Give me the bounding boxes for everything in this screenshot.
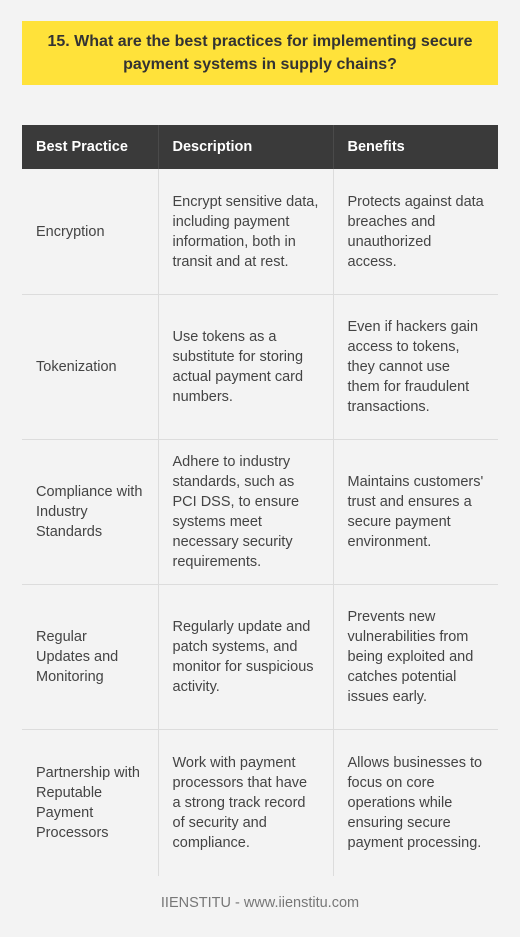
table-row <box>22 169 498 295</box>
practice-cell: Tokenization <box>22 295 158 440</box>
header-benefits: Benefits <box>333 125 498 169</box>
page-title: 15. What are the best practices for implementing secure payment systems in supply chains? <box>47 33 473 73</box>
description-cell: Encrypt sensitive data, including payment information, both in transit and at rest. <box>158 169 333 295</box>
description-cell: Regularly update and patch systems, and monitor for suspicious activity. <box>158 585 333 730</box>
practice-cell: Regular Updates and Monitoring <box>22 585 158 730</box>
footer-credit: IIENSTITU - www.iienstitu.com <box>160 895 360 911</box>
practice-cell: Compliance with Industry Standards <box>22 440 158 585</box>
description-cell: Use tokens as a substitute for storing actual payment card numbers. <box>158 295 333 440</box>
header-description: Description <box>158 125 333 169</box>
benefits-cell: Protects against data breaches and unauthorized access. <box>333 169 498 295</box>
description-cell: Adhere to industry standards, such as PCI DSS, to ensure systems meet necessary security requirements. <box>158 440 333 585</box>
benefits-cell: Prevents new vulnerabilities from being exploited and catches potential issues early. <box>333 585 498 730</box>
practice-cell: Partnership with Reputable Payment Processors <box>22 730 158 877</box>
practice-cell: Encryption <box>22 169 158 295</box>
table-header-row <box>22 125 498 169</box>
benefits-cell: Allows businesses to focus on core operations while ensuring secure payment processing. <box>347 755 483 851</box>
table-row <box>22 585 498 730</box>
table-row <box>22 730 498 877</box>
description-cell: Work with payment processors that have a strong track record of security and compliance. <box>158 730 333 877</box>
header-best-practice: Best Practice <box>22 125 158 169</box>
title-banner <box>22 21 498 85</box>
benefits-cell: Even if hackers gain access to tokens, they cannot use them for fraudulent transactions. <box>333 295 498 440</box>
benefits-cell: Maintains customers' trust and ensures a secure payment environment. <box>333 440 498 585</box>
table-row <box>22 440 498 585</box>
table-row <box>22 295 498 440</box>
best-practices-table <box>22 125 498 876</box>
